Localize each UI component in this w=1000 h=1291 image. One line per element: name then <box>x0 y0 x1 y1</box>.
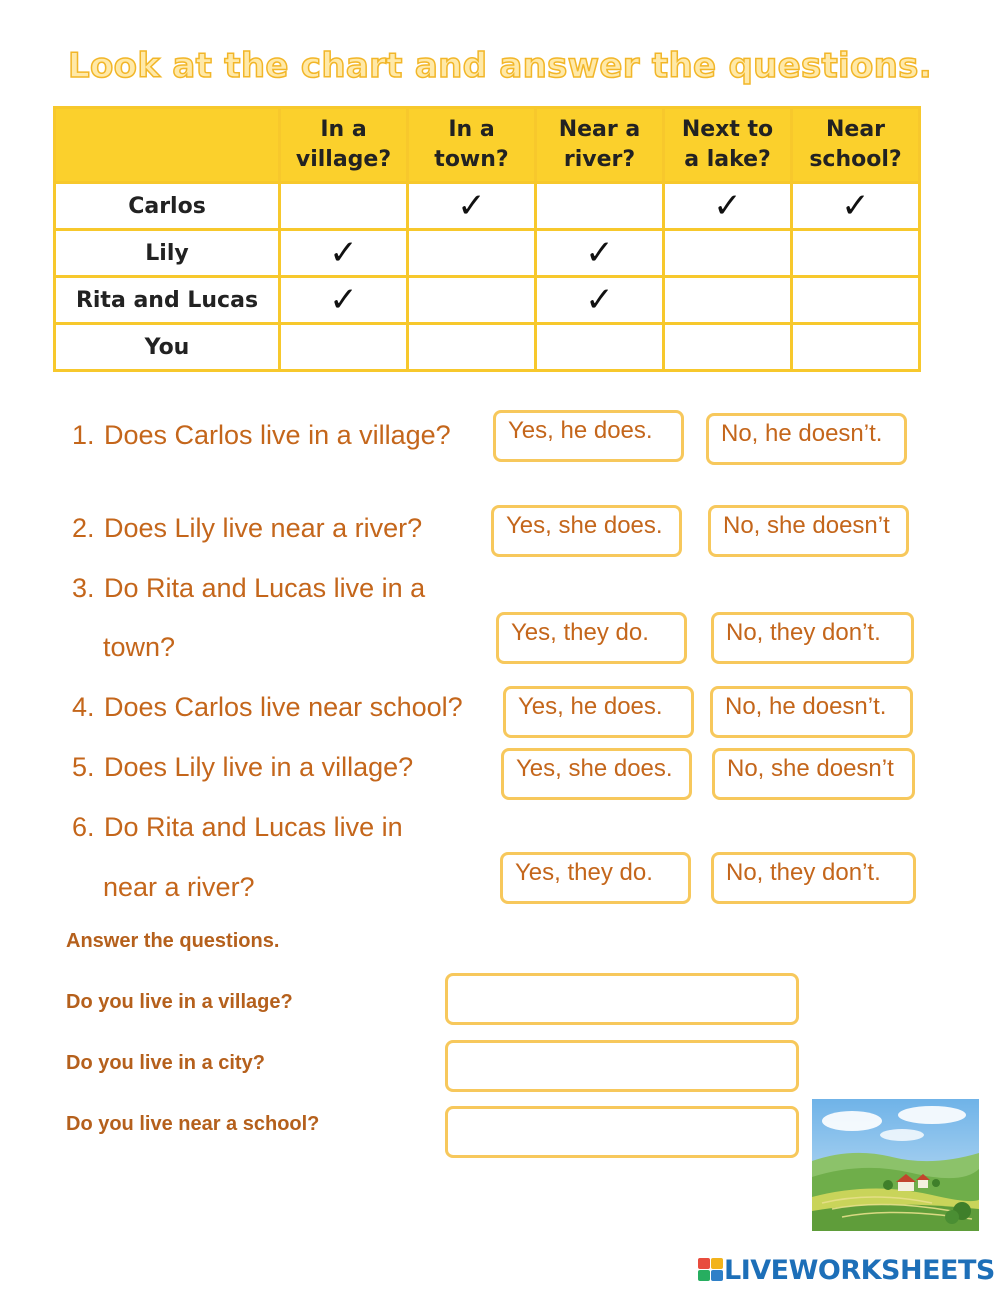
answer-yes-6[interactable]: Yes, they do. <box>500 852 691 904</box>
check-cell <box>664 183 792 230</box>
question-3-continuation: town? <box>103 632 176 662</box>
header-corner <box>55 108 280 183</box>
check-mark-icon: ✓ <box>585 233 614 273</box>
answer-yes-3[interactable]: Yes, they do. <box>496 612 687 664</box>
check-cell <box>280 277 408 324</box>
check-cell <box>280 183 408 230</box>
answer-yes-4[interactable]: Yes, he does. <box>503 686 694 738</box>
check-cell <box>408 183 536 230</box>
check-cell <box>792 183 920 230</box>
chart-row-rita-lucas <box>55 277 920 324</box>
header-river: Near a river? <box>536 108 664 183</box>
check-cell <box>664 277 792 324</box>
chart-row-lily <box>55 230 920 277</box>
brand-name: LIVEWORKSHEETS <box>724 1254 995 1286</box>
question-6: 6. Do Rita and Lucas live in <box>72 812 403 842</box>
personal-question-2: Do you live in a city? <box>66 1052 265 1074</box>
personal-question-1: Do you live in a village? <box>66 991 293 1013</box>
check-cell <box>664 230 792 277</box>
question-5: 5. Does Lily live in a village? <box>72 752 414 782</box>
question-1: 1. Does Carlos live in a village? <box>72 420 451 450</box>
check-cell <box>536 183 664 230</box>
answer-input-school[interactable] <box>445 1106 799 1158</box>
personal-question-3: Do you live near a school? <box>66 1113 320 1135</box>
check-cell <box>536 324 664 371</box>
countryside-illustration <box>812 1099 979 1231</box>
question-3: 3. Do Rita and Lucas live in a <box>72 573 426 603</box>
section-title: Answer the questions. <box>66 930 280 952</box>
header-town: In a town? <box>408 108 536 183</box>
answer-yes-1[interactable]: Yes, he does. <box>493 410 684 462</box>
answer-no-6[interactable]: No, they don’t. <box>711 852 916 904</box>
answer-no-3[interactable]: No, they don’t. <box>711 612 914 664</box>
check-cell <box>664 324 792 371</box>
row-name: You <box>55 324 280 371</box>
check-cell <box>408 324 536 371</box>
page-title: Look at the chart and answer the questions. <box>68 46 932 86</box>
chart-row-you <box>55 324 920 371</box>
check-mark-icon: ✓ <box>329 280 358 320</box>
check-cell <box>792 230 920 277</box>
answer-yes-5[interactable]: Yes, she does. <box>501 748 692 800</box>
brand-badge-icon <box>698 1258 724 1282</box>
answer-no-1[interactable]: No, he doesn’t. <box>706 413 907 465</box>
chart-table <box>53 106 921 372</box>
check-cell <box>408 230 536 277</box>
check-cell <box>792 277 920 324</box>
header-lake: Next to a lake? <box>664 108 792 183</box>
row-name: Lily <box>55 230 280 277</box>
answer-input-village[interactable] <box>445 973 799 1025</box>
header-school: Near school? <box>792 108 920 183</box>
question-2: 2. Does Lily live near a river? <box>72 513 423 543</box>
header-village: In a village? <box>280 108 408 183</box>
check-mark-icon: ✓ <box>713 186 742 226</box>
question-4: 4. Does Carlos live near school? <box>72 692 463 722</box>
answer-input-city[interactable] <box>445 1040 799 1092</box>
check-mark-icon: ✓ <box>841 186 870 226</box>
chart-header-row <box>55 108 920 183</box>
check-cell <box>280 324 408 371</box>
check-mark-icon: ✓ <box>457 186 486 226</box>
answer-no-5[interactable]: No, she doesn’t <box>712 748 915 800</box>
chart-row-carlos <box>55 183 920 230</box>
check-mark-icon: ✓ <box>585 280 614 320</box>
check-cell <box>792 324 920 371</box>
answer-no-4[interactable]: No, he doesn’t. <box>710 686 913 738</box>
answer-yes-2[interactable]: Yes, she does. <box>491 505 682 557</box>
check-mark-icon: ✓ <box>329 233 358 273</box>
check-cell <box>536 230 664 277</box>
check-cell <box>280 230 408 277</box>
liveworksheets-logo <box>698 1255 995 1285</box>
check-cell <box>536 277 664 324</box>
question-6-continuation: near a river? <box>103 872 255 902</box>
row-name: Carlos <box>55 183 280 230</box>
row-name: Rita and Lucas <box>55 277 280 324</box>
check-cell <box>408 277 536 324</box>
answer-no-2[interactable]: No, she doesn’t <box>708 505 909 557</box>
